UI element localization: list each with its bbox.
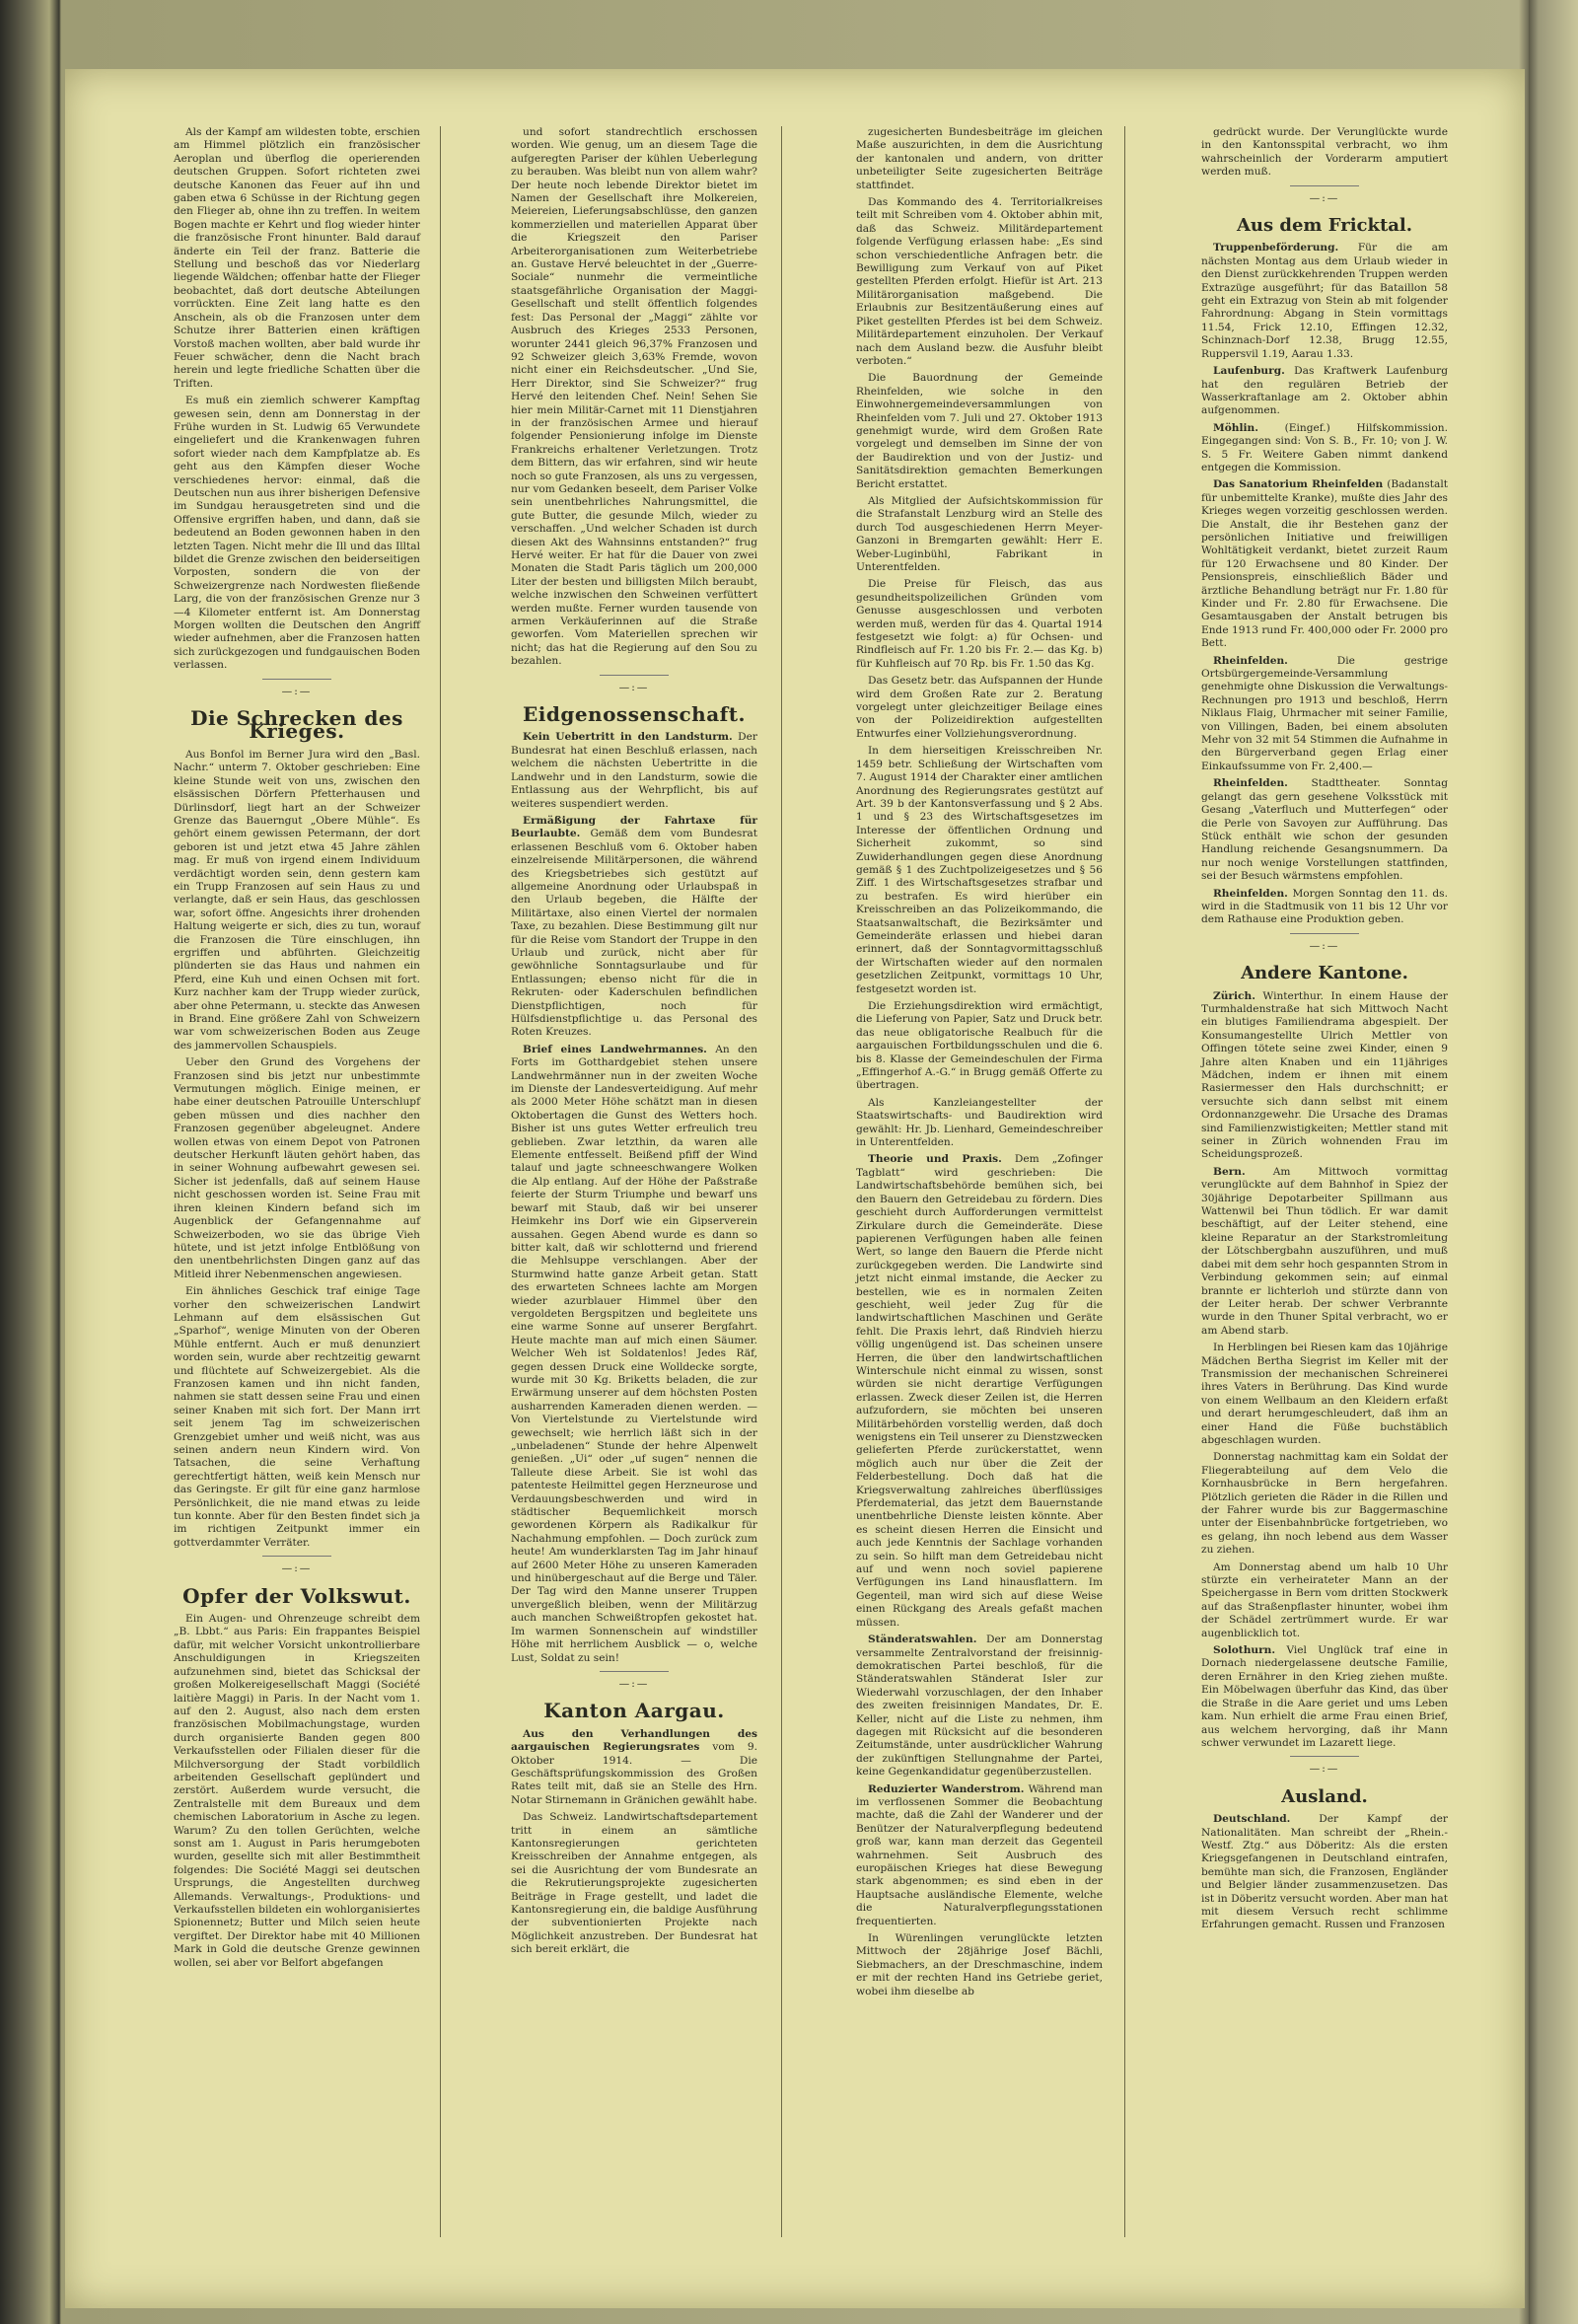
paragraph: In Herblingen bei Riesen kam das 10jährige Mädchen Bertha Siegrist im Keller mit der Transmission der mechanischen Schreinerei ihres Vaters in Berührung. Das Kind wurde von einem Wellbaum an den Kleidern erfaßt und derart herumgeschleudert, daß ihm an einer Hand die Füße buchstäblich abgeschlagen wurden. — [1201, 1342, 1448, 1446]
article — [1201, 242, 1448, 361]
article-body: Dem „Zofinger Tagblatt“ wird geschrieben: Die Landwirtschaftsbehörde bemühen sich, bei den Bauern den Getreidebau zu fördern. Dies geschieht durch Aufforderungen vermittelst Zirkulare durch die Gemeinderäte. Diese papierenen Verfügungen haben alle feinen Wert, so lange den Bauern die Pferde nicht zurückgegeben werden. Die Landwirte sind jetzt nicht einmal imstande, die Aecker zu bestellen, wie es in normalen Zeiten geschieht, weil jeder Zug für die landwirtschaftlichen Maschinen und Geräte fehlt. Die Praxis lehrt, daß Rindvieh hierzu völlig ungenügend ist. Das scheinen unsere Herren, die über den landwirtschaftlichen Winterschule nicht einmal zu wissen, sonst würden sie nicht derartige Verfügungen erlassen. Zweck dieser Zeilen ist, die Herren aufzufordern, sie möchten bei unseren Militärbehörden vorstellig werden, daß doch wenigstens ein Teil unserer zu Dienstzwecken gelieferten Pferde zurückerstattet, wenn möglich auch nur über die Zeit der Felderbestellung. Doch daß hat die Kriegsverwaltung zahlreiches überflüssiges Pferdematerial, das jetzt dem Bauernstande unentbehrliche Dienste leisten könnte. Aber es scheint diesen Herren die Einsicht und auch jede Kenntnis der Sachlage vorhanden zu sein. So hilft man dem Getreidebau nicht auf und wenn noch soviel papierene Verfügungen ins Land hinausflattern. Im Gegenteil, man wird sich auf diese Weise einen Rückgang des Areals gefaßt machen müssen. — [856, 1153, 1103, 1629]
article — [1201, 422, 1448, 475]
article-body: Am Mittwoch vormittag verunglückte auf dem Bahnhof in Spiez der 30jährige Depotarbeiter Spillmann aus Wattenwil bei Thun tödlich. Er war damit beschäftigt, auf der Leiter stehend, eine kleine Reparatur an der Starkstromleitung der Lötschbergbahn auszuführen, und muß dabei mit dem sehr hoch gespannten Strom in Verbindung gekommen sein; auf einmal brannte er lichterloh und stürzte dann von der Leiter herab. Der schwer Verbrannte wurde in den Thuner Spital verbracht, wo er am Abend starb. — [1201, 1165, 1449, 1337]
article-title: Rheinfelden. — [1213, 654, 1288, 667]
separator: —:— — [1201, 933, 1448, 953]
article-title: Ständeratswahlen. — [868, 1634, 977, 1646]
article-body: Während man im verflossenen Sommer die Beobachtung machte, daß die Zahl der Wanderer und der Benützer der Naturalverpflegung bedeutend groß war, kann man derzeit das Gegenteil wahrnehmen. Seit Ausbruch des europäischen Krieges hat diese Bewegung stark abgenommen; es sind eben in der Hauptsache ausländische Elemente, welche die Naturalverpflegungsstationen frequentierten. — [856, 1782, 1103, 1927]
article — [511, 1728, 757, 1807]
article-body: (Eingef.) Hilfskommission. Eingegangen sind: Von S. B., Fr. 10; von J. W. S. 5 Fr. Weitere Gaben nimmt dankend entgegen die Kommission. — [1201, 421, 1448, 473]
paragraph: In Würenlingen verunglückte letzten Mittwoch der 28jährige Josef Bächli, Siebmachers, an der Dreschmaschine, indem er mit der rechten Hand ins Getriebe geriet, wobei ihm dieselbe ab — [856, 1932, 1103, 1997]
newspaper-page — [65, 69, 1525, 2308]
article — [1201, 365, 1448, 418]
article-body: (Badanstalt für unbemittelte Kranke), mußte dies Jahr des Krieges wegen vorzeitig geschlossen werden. Die Anstalt, die ihr Bestehen ganz der persönlichen Initiative und freiwilligen Wohltätigkeit verdankt, bietet zurzeit Raum für 120 Erwachsene und 80 Kinder. Der Pensionspreis, einschließlich Bäder und ärztliche Behandlung beträgt nur Fr. 1.80 für Kinder und Fr. 2.80 für Erwachsene. Die Gesamtausgaben der Anstalt betrugen bis Ende 1913 rund Fr. 400,000 oder Fr. 2000 pro Bett. — [1201, 478, 1449, 650]
paragraph: Die Preise für Fleisch, das aus gesundheitspolizeilichen Gründen vom Genusse ausgeschlossen und verboten werden muß, werden für das 4. Quartal 1914 festgesetzt wie folgt: a) für Ochsen- und Rindfleisch auf Fr. 1.20 bis Fr. 2.— das Kg. b) für Kuhfleisch auf 70 Rp. bis Fr. 1.50 das Kg. — [856, 578, 1103, 670]
separator: —:— — [174, 679, 420, 698]
section-heading: Eidgenossenschaft. — [523, 702, 746, 727]
article-title: Rheinfelden. — [1213, 887, 1288, 900]
column-2 — [511, 126, 757, 1961]
paragraph: Die Erziehungsdirektion wird ermächtigt, die Lieferung von Papier, Satz und Druck betr. das neue obligatorische Realbuch für die aargauischen Fortbildungsschulen und die 6. bis 8. Klasse der Gemeindeschulen der Firma „Effingerhof A.-G.“ in Brugg gemäß Offerte zu übertragen. — [856, 1000, 1103, 1092]
article — [511, 731, 757, 810]
article-title: Das Sanatorium Rheinfelden — [1213, 478, 1384, 491]
paragraph: In dem hierseitigen Kreisschreiben Nr. 1459 betr. Schließung der Wirtschaften vom 7. August 1914 der Charakter einer amtlichen Anordnung des Regierungsrates gestützt auf Art. 39 b der Kantonsverfassung und § 2 Abs. 1 und § 23 des Wirtschaftsgesetzes im Interesse der öffentlichen Ordnung und Sicherheit zukommt, so sind Zuwiderhandlungen gegen diese Anordnung gemäß § 1 des Zuchtpolizeigesetzes und § 56 Ziff. 1 des Wirtschaftsgesetzes strafbar und zu bestrafen. Es wird hierüber ein Kreisschreiben an das Polizeikommando, die Staatsanwaltschaft, die Bezirksämter und Gemeinderäte erlassen und hiebei daran erinnert, daß der Sonntagvormittagsschluß der Wirtschaften wieder auf den normalen gesetzlichen Zeitpunkt, vormittags 10 Uhr, festgesetzt worden ist. — [856, 745, 1103, 995]
article-body: Gemäß dem vom Bundesrat erlassenen Beschluß vom 6. Oktober haben einzelreisende Militärpersonen, die während des Kriegsbetriebes sich gestützt auf allgemeine Anordnung oder Urlaubspaß in den Urlaub begeben, die Hälfte der Militärtaxe, also einen Viertel der normalen Taxe, zu bezahlen. Diese Bestimmung gilt nur für die Reise vom Standort der Truppe in den Urlaub und zurück, nicht aber für gewöhnliche Sonntagsurlaube und für Entlassungen; ebenso nicht für die in Rekruten- oder Kaderschulen befindlichen Dienstpflichtigen, noch für Hülfsdienstpflichtige u. das Personal des Roten Kreuzes. — [511, 828, 757, 1039]
article-title: Möhlin. — [1213, 421, 1258, 434]
article-title: Rheinfelden. — [1213, 777, 1288, 790]
article-body: Stadttheater. Sonntag gelangt das gern gesehene Volksstück mit Gesang „Vaterfluch und Mutterfegen“ oder die Perle von Savoyen zur Aufführung. Das Stück enthält wie schon der gesunden Handlung reichende Gesangsnummern. Da nur noch wenige Vorstellungen stattfinden, sei der Besuch wärmstens empfohlen. — [1201, 777, 1448, 883]
paragraph: Es muß ein ziemlich schwerer Kampftag gewesen sein, denn am Donnerstag in der Frühe wurden in St. Ludwig 65 Verwundete eingeliefert und die Krankenwagen fuhren sofort wieder nach dem Kampfplatze ab. Es geht aus den Kämpfen dieser Woche verschiedenes hervor: einmal, daß die Deutschen nun aus ihrer bisherigen Defensive im Sundgau herausgetreten sind und die Offensive ergriffen haben, und dann, daß sie bedeutend an Boden gewonnen haben in den letzten Tagen. Nicht mehr die Ill und das Illtal bildet die Grenze zwischen den beiderseitigen Vorposten, sondern die von der Schweizergrenze nach Nordwesten fließende Larg, die von der französischen Grenze nur 3—4 Kilometer entfernt ist. Am Donnerstag Morgen wollten die Deutschen den Angriff wieder aufnehmen, aber die Franzosen hatten sich zurückgezogen und fundgauischen Boden verlassen. — [174, 395, 420, 672]
paragraph: Aus Bonfol im Berner Jura wird den „Basl. Nachr.“ unterm 7. Oktober geschrieben: Eine kleine Stunde weit von uns, zwischen den elsässischen Dörfern Pfetterhausen und Dürlinsdorf, liegt hart an der Schweizer Grenze das Bauerngut „Obere Mühle“. Es gehört einem gewissen Petermann, der dort geboren ist und jetzt etwa 45 Jahre zählen mag. Er muß von irgend einem Individuum verdächtigt worden sein, denn gestern kam ein Trupp Franzosen auf sein Haus zu und verlangte, daß er sein Haus, das geschlossen war, sofort öffne. Angesichts ihrer drohenden Haltung weigerte er sich, dies zu tun, worauf die Franzosen die Türe einschlugen, ihn ergriffen und abführten. Gleichzeitig plünderten sie das Haus und nahmen ein Pferd, eine Kuh und einen Ochsen mit fort. Kurz nachher kam der Trupp wieder zurück, aber ohne Petermann, u. steckte das Anwesen in Brand. Eine größere Zahl von Schweizern war vom schweizerischen Boden aus Zeuge des jammervollen Schauspiels. — [174, 748, 420, 1052]
article-body: An den Forts im Gotthardgebiet stehen unsere Landwehrmänner nun in der zweiten Woche im Dienste der Landesverteidigung. Auf mehr als 2000 Meter Höhe schätzt man in diesen Oktobertagen die Gunst des Wetters hoch. Bisher ist uns gutes Wetter erfreulich treu geblieben. Zwar letzthin, da waren alle Elemente entfesselt. Beißend pfiff der Wind talauf und jagte schneeschwangere Wolken die Alp entlang. Auf der Höhe der Paßstraße feierte der Sturm Triumphe und bewarf uns bewarf mit Staub, daß wir bei unserer Heimkehr ins Dorf wie ein Gipserverein aussahen. Gegen Abend wurde es dann so bitter kalt, daß wir schlotternd und frierend die Mehlsuppe verschlangen. Aber der Sturmwind hatte ganze Arbeit getan. Statt des erwarteten Schnees lachte am Morgen wieder azurblauer Himmel über den vergoldeten Bergspitzen und begleitete uns eine warme Sonne auf unserer Bergfahrt. Heute machte man auf mich einen Säumer. Welcher Weh ist Soldatenlos! Jedes Räf, gegen dessen Druck eine Wolldecke sorgte, wurde mit 30 Kg. Briketts beladen, die zur Erwärmung unserer auf dem höchsten Posten ausharrenden Kameraden dienen werden. — Von Viertelstunde zu Viertelstunde wird gewechselt; wie herrlich läßt sich in der „unbeladenen“ Stunde der hehre Alpenwelt genießen. „Ui“ oder „uf sugen“ nennen die Talleute diese Arbeit. Sie ist wohl das patenteste Heilmittel gegen Herzneurose und Verdauungsbeschwerden und wird in städtischer Bequemlichkeit morsch gewordenen Körpern als Radikalkur für Nachahmung empfohlen. — Doch zurück zum heute! Am wunderklarsten Tag im Jahr hinauf auf 2600 Meter Höhe zu unseren Kameraden und hinübergeschaut auf die Berge und Täler. Der Tag wird den Manne unserer Truppen unvergeßlich bleiben, wenn der Militärzug auch manchen Schweißtropfen gekostet hat. Im warmen Sonnenschein auf windstiller Höhe mit herrlichem Ausblick — o, welche Lust, Soldat zu sein! — [511, 1043, 757, 1664]
section-heading: Ausland. — [1281, 1785, 1368, 1807]
article-body: Der Kampf der Nationalitäten. Man schreibt der „Rhein.-Westf. Ztg.“ aus Döberitz: Als die ersten Kriegsgefangenen in Deutschland eintrafen, bemühte man sich, die Franzosen, Engländer und Belgier länder zusammenzusetzen. Das ist in Döberitz versucht worden. Aber man hat mit diesem Versuch recht schlimme Erfahrungen gemacht. Russen und Franzosen — [1201, 1813, 1448, 1931]
article — [856, 1634, 1103, 1779]
article-body: Viel Unglück traf eine in Dornach niedergelassene deutsche Familie, deren Ernährer in den Krieg ziehen mußte. Ein Möbelwagen überfuhr das Kind, das über die Straße in die Aare geriet und ums Leben kam. Nun erhielt die arme Frau einen Brief, aus welchem hervorging, daß ihr Mann schwer verwundet im Lazarett liege. — [1201, 1644, 1448, 1749]
article-body: Morgen Sonntag den 11. ds. wird in die Stadtmusik von 11 bis 12 Uhr vor dem Rathause eine Produktion geben. — [1201, 887, 1448, 926]
article — [1201, 777, 1448, 883]
article — [856, 1783, 1103, 1928]
article-body: Der Bundesrat hat einen Beschluß erlassen, nach welchem die nächsten Uebertritte in die Landwehr und in den Landsturm, sowie die Entlassung aus der Wehrpflicht, bis auf weiteres suspendiert werden. — [511, 731, 757, 810]
article-title: Reduzierter Wanderstrom. — [868, 1782, 1025, 1795]
article-title: Theorie und Praxis. — [868, 1153, 1002, 1166]
article — [1201, 888, 1448, 927]
adjacent-page-edge — [1529, 0, 1578, 2324]
paragraph: Am Donnerstag abend um halb 10 Uhr stürzte ein verheirateter Mann an der Speichergasse in Bern vom dritten Stockwerk auf das Straßenpflaster hinunter, wobei ihm der Schädel zertrümmert wurde. Er war augenblicklich tot. — [1201, 1561, 1448, 1639]
article-body: Der am Donnerstag versammelte Zentralvorstand der freisinnig-demokratischen Partei beschloß, für die Ständeratswahlen Ständerat Isler zur Wiederwahl vorzuschlagen, der den Inhaber des zweiten freisinnigen Mandates, Dr. E. Keller, nicht auf die Liste zu nehmen, ihm dagegen mit Rücksicht auf die besonderen Zeitumstände, unter ausdrücklicher Wahrung der zukünftigen Stellungnahme der Partei, keine Gegenkandidatur gegenüberzustellen. — [856, 1634, 1103, 1779]
article-body: Die gestrige Ortsbürgergemeinde-Versammlung genehmigte ohne Diskussion die Verwaltungs-Rechnungen pro 1913 und beschloß, Herrn Niklaus Flaig, Uhrmacher mit seiner Familie, von Villingen, Baden, bei einem absoluten Mehr von 32 mit 54 Stimmen die Aufnahme in den Bürgerverband gegen Erlag einer Einkaufssumme von Fr. 2,400.— — [1201, 654, 1448, 772]
column-rule — [1124, 126, 1125, 2237]
article-title: Ermäßigung der Fahrtaxe für Beurlaubte. — [511, 814, 757, 840]
paragraph: Die Bauordnung der Gemeinde Rheinfelden, wie solche in den Einwohnergemeindeversammlungen von Rheinfelden vom 7. Juli und 27. Oktober 1913 genehmigt wurde, wird dem Großen Rate vorgelegt und demselben im Sinne der von der Baudirektion und von der Justiz- und Sanitätsdirektion gemachten Bemerkungen Bericht erstattet. — [856, 372, 1103, 490]
column-rule — [440, 126, 441, 2237]
section-heading: Opfer der Volkswut. — [182, 1583, 411, 1608]
paragraph: Ein ähnliches Geschick traf einige Tage vorher den schweizerischen Landwirt Lehmann auf dem elsässischen Gut „Sparhof“, wenige Minuten von der Oberen Mühle entfernt. Auch er muß denunziert worden sein, wurde aber rechtzeitig gewarnt und flüchtete auf Schweizergebiet. Als die Franzosen kamen und ihn nicht fanden, nahmen sie statt dessen seine Frau und einen seiner Knaben mit sich fort. Der Mann irrt seit jenem Tag im schweizerischen Grenzgebiet umher und weiß nicht, was aus seinen andern neun Kindern wird. Von Tatsachen, die seine Verhaftung gerechtfertigt hätten, weiß kein Mensch nur das Geringste. Er gilt für eine ganz harmlose Persönlichkeit, die nie mand etwas zu leide tun konnte. Aber für den Besten findet sich ja im richtigen Zeitpunkt immer ein gottverdammter Verräter. — [174, 1285, 420, 1549]
section-heading: Kanton Aargau. — [543, 1699, 725, 1723]
article-body: Für die am nächsten Montag aus dem Urlaub wieder in den Dienst zurückkehrenden Truppen werden Extrazüge ausgeführt; für das Bataillon 58 geht ein Extrazug von Stein ab mit folgender Fahrordnung: Abgang in Stein vormittags 11.54, Frick 12.10, Effingen 12.32, Schinznach-Dorf 12.38, Brugg 12.55, Ruppersvil 1.19, Aarau 1.33. — [1201, 242, 1448, 360]
article — [1201, 990, 1448, 1162]
article-title: Bern. — [1213, 1165, 1246, 1178]
separator: —:— — [1201, 185, 1448, 205]
article-body: Winterthur. In einem Hause der Turmhaldenstraße hat sich Mittwoch Nacht ein blutiges Familiendrama abgespielt. Der Konsumangestellte Ulrich Mettler von Offingen tötete seine zwei Kinder, einen 9 Jahre alten Knaben und ein 11jähriges Mädchen, indem er ihnen mit einem Rasiermesser den Hals durchschnitt; er versuchte sich dann selbst mit einem Ordonnanzgewehr. Die Ursache des Dramas sind Familienzwistigkeiten; Mettler stand mit seiner in Zürich wohnenden Frau im Scheidungsprozeß. — [1201, 989, 1448, 1161]
paragraph: Als Mitglied der Aufsichtskommission für die Strafanstalt Lenzburg wird an Stelle des durch Tod ausgeschiedenen Herrn Meyer-Ganzoni in Bremgarten gewählt: Herr E. Weber-Luginbühl, Fabrikant in Unterentfelden. — [856, 494, 1103, 573]
column-3 — [856, 126, 1103, 2002]
paragraph: und sofort standrechtlich erschossen worden. Wie genug, um an diesem Tage die aufgeregten Pariser der kühlen Ueberlegung zu berauben. Was bleibt nun von allem wahr? Der heute noch lebende Direktor bietet im Namen der Gesellschaft ihre Molkereien, Meiereien, Lieferungsabschlüsse, den ganzen kommerziellen und materiellen Apparat über die Kriegszeit den Pariser Arbeiterorganisationen zum Weiterbetriebe an. Gustave Hervé beleuchtet in der „Guerre-Sociale“ nunmehr die vermeintliche staatsgefährliche Organisation der Maggi-Gesellschaft und stellt öffentlich folgendes fest: Das Personal der „Maggi“ zählte vor Ausbruch des Krieges 2533 Personen, worunter 2441 gleich 96,37% Franzosen und 92 Schweizer gleich 3,63% Fremde, wovon nicht einer ein Reichsdeutscher. „Und Sie, Herr Direktor, sind Sie Schweizer?“ frug Hervé den leitenden Chef. Nein! Sehen Sie hier mein Militär-Carnet mit 11 Dienstjahren in der französischen Armee und hierauf folgender Pensionierung infolge im Dienste Frankreichs erhaltener Verletzungen. Trotz dem Bittern, das wir erfahren, sind wir heute noch so gute Franzosen, als uns zu vergessen, nur vom Gedanken beseelt, dem Pariser Volke sein unentbehrliches Nahrungsmittel, die gute Butter, die gesunde Milch, wieder zu verschaffen. „Und welcher Schaden ist durch diesen Akt des Wahnsinns entstanden?“ frug Hervé weiter. Er hat für die Dauer von zwei Monaten die Stadt Paris täglich um 200,000 Liter der besten und billigsten Milch beraubt, welche inzwischen den Schweinen verfüttert werden mußte. Ferner wurden tausende von armen Verkäuferinnen auf die Straße geworfen. Vom Materiellen sprechen wir nicht; das hat die Regierung auf den Sou zu bezahlen. — [511, 126, 757, 668]
article-title: Zürich. — [1213, 989, 1255, 1002]
article-title: Aus den Verhandlungen des aargauischen Regierungsrates — [511, 1727, 757, 1754]
column-rule — [781, 126, 782, 2237]
paragraph: Ueber den Grund des Vorgehens der Franzosen sind bis jetzt nur unbestimmte Vermutungen möglich. Einige meinen, er habe einer deutschen Patrouille Unterschlupf geben müssen und dies nachher den Franzosen gegenüber abgeleugnet. Andere wollen etwas von einem Depot von Patronen deutscher Herkunft läuten gehört haben, das in seiner Wohnung aufbewahrt gewesen sei. Sicher ist jedenfalls, daß auf seinem Hause nicht geschossen worden ist. Seine Frau mit ihren kleinen Kindern befand sich im Augenblick der Gefangennahme auf Schweizerboden, wo sie das übrige Vieh hütete, und ist jetzt infolge Entblößung von den unentbehrlichsten Dingen ganz auf das Mitleid ihrer Nebenmenschen angewiesen. — [174, 1056, 420, 1280]
paragraph: gedrückt wurde. Der Verunglückte wurde in den Kantonsspital verbracht, wo ihm wahrscheinlich der Vorderarm amputiert werden muß. — [1201, 126, 1448, 179]
paragraph: Ein Augen- und Ohrenzeuge schreibt dem „B. Lbbt.“ aus Paris: Ein frappantes Beispiel dafür, mit welcher Vorsicht unkontrollierbare Anschuldigungen in Kriegszeiten aufzunehmen sind, bietet das Schicksal der großen Molkereigesellschaft Maggi (Société laitière Maggi) in Paris. In der Nacht vom 1. auf den 2. August, also nach dem ersten französischen Mobilmachungstage, wurden durch organisierte Banden gegen 800 Verkaufsstellen oder Filialen dieser für die Milchversorgung der Stadt vorbildlich arbeitenden Gesellschaft geplündert und zerstört. Außerdem wurde versucht, die Zentralstelle mit dem Bureaux und dem chemischen Laboratorium in Asche zu legen. Warum? Zu den tollen Gerüchten, welche sonst am 1. August in Paris herumgeboten wurden, gesellte sich mit aller Bestimmtheit folgendes: Die Société Maggi sei deutschen Ursprungs, die Angestellten durchweg Allemands. Verwaltungs-, Produktions- und Verkaufsstellen bildeten ein wohlorganisiertes Spionennetz; Butter und Milch seien heute vergiftet. Der Direktor habe mit 40 Millionen Mark in Gold die deutsche Grenze gewinnen wollen, sei aber vor Belfort abgefangen — [174, 1613, 420, 1969]
article-title: Laufenburg. — [1213, 365, 1285, 378]
article-title: Brief eines Landwehrmannes. — [523, 1043, 707, 1055]
article — [511, 1044, 757, 1665]
article-body: Das Kraftwerk Laufenburg hat den regulären Betrieb der Wasserkraftanlage am 2. Oktober abhin aufgenommen. — [1201, 365, 1448, 417]
paragraph: Das Gesetz betr. das Aufspannen der Hunde wird dem Großen Rate zur 2. Beratung vorgelegt unter gleichzeitiger Beilage eines von der Polizeidirektion aufgestellten Entwurfes einer Vollziehungsverordnung. — [856, 675, 1103, 740]
paragraph: Donnerstag nachmittag kam ein Soldat der Fliegerabteilung auf dem Velo die Kornhausbrücke in Bern hergefahren. Plötzlich gerieten die Räder in die Rillen und der Fahrer wurde bis zur Baggermaschine unter der Eisenbahnbrücke fortgetrieben, wo es gelang, ihn noch lebend aus dem Wasser zu ziehen. — [1201, 1451, 1448, 1557]
separator: —:— — [1201, 1756, 1448, 1776]
article — [1201, 1644, 1448, 1750]
column-1 — [174, 126, 420, 1974]
article — [1201, 1166, 1448, 1338]
article — [1201, 478, 1448, 650]
paragraph: Das Kommando des 4. Territorialkreises teilt mit Schreiben vom 4. Oktober abhin mit, daß das Schweiz. Militärdepartement folgende Verfügung erlassen habe: „Es sind schon verschiedentliche Anfragen betr. die Bewilligung zum Verkauf von auf Piket gestellten Pferden erfolgt. Hiefür ist Art. 213 Militärorganisation maßgebend. Die Erlaubnis zur Besitzentäußerung eines auf Piket gestellten Pferdes ist bei dem Schweiz. Militärdepartement einzuholen. Der Verkauf nach dem Ausland bezw. die Ausfuhr bleibt verboten.“ — [856, 196, 1103, 367]
separator: —:— — [174, 1556, 420, 1575]
separator: —:— — [511, 675, 757, 694]
article-title: Solothurn. — [1213, 1644, 1276, 1657]
article-body: vom 9. Oktober 1914. — Die Geschäftsprüfungskommission des Großen Rates teilt mit, daß sie an Stelle des Hrn. Notar Stirnemann in Gränichen gewählt habe. — [511, 1741, 757, 1806]
paragraph: Als der Kampf am wildesten tobte, erschien am Himmel plötzlich ein französischer Aeroplan und überflog die operierenden deutschen Gruppen. Sofort richteten zwei deutsche Kanonen das Feuer auf ihn und gaben etwa 6 Schüsse in der Richtung gegen den Flieger ab, ohne ihn zu treffen. In weitem Bogen machte er Kehrt und flog wieder hinter die französische Front hinunter. Bald darauf änderte ein Teil der franz. Batterie die Stellung und beschoß das vor Niederlarg liegende Wäldchen; offenbar hatte der Flieger beobachtet, daß dort deutsche Abteilungen vorrückten. Eine Zeit lang hatte es den Anschein, als ob die Franzosen unter dem Schutze ihrer Batterien einen kräftigen Vorstoß machen wollten, aber bald wurde ihr Feuer schwächer, denn die Nacht brach herein und legte friedliche Schatten über die Triften. — [174, 126, 420, 390]
paragraph: Als Kanzleiangestellter der Staatswirtschafts- und Baudirektion wird gewählt: Hr. Jb. Lienhard, Gemeindeschreiber in Unterentfelden. — [856, 1096, 1103, 1149]
section-heading: Die Schrecken des Krieges. — [190, 706, 403, 744]
column-4 — [1201, 126, 1448, 1936]
separator: —:— — [511, 1671, 757, 1691]
paragraph: Das Schweiz. Landwirtschaftsdepartement tritt in einem an sämtliche Kantonsregierungen gerichteten Kreisschreiben der Annahme entgegen, als sei die Ausrichtung der vom Bundesrate an die Rekrutierungsprojekte zugesicherten Beiträge in Frage gestellt, und ladet die Kantonsregierung ein, die baldige Ausführung der subventionierten Projekte nach Möglichkeit anzustreben. Der Bundesrat hat sich bereit erklärt, die — [511, 1811, 757, 1956]
section-heading: Andere Kantone. — [1241, 963, 1408, 984]
article-title: Truppenbeförderung. — [1213, 242, 1339, 254]
article — [1201, 1813, 1448, 1932]
article-title: Kein Uebertritt in den Landsturm. — [523, 731, 733, 744]
article — [1201, 655, 1448, 774]
section-heading: Aus dem Fricktal. — [1236, 215, 1413, 237]
paragraph: zugesicherten Bundesbeiträge im gleichen Maße auszurichten, in dem die Ausrichtung der kantonalen und andern, von dritter unbeteiligter Seite zugesicherten Beiträge stattfindet. — [856, 126, 1103, 191]
article — [856, 1153, 1103, 1630]
article — [511, 815, 757, 1040]
article-title: Deutschland. — [1213, 1813, 1291, 1826]
